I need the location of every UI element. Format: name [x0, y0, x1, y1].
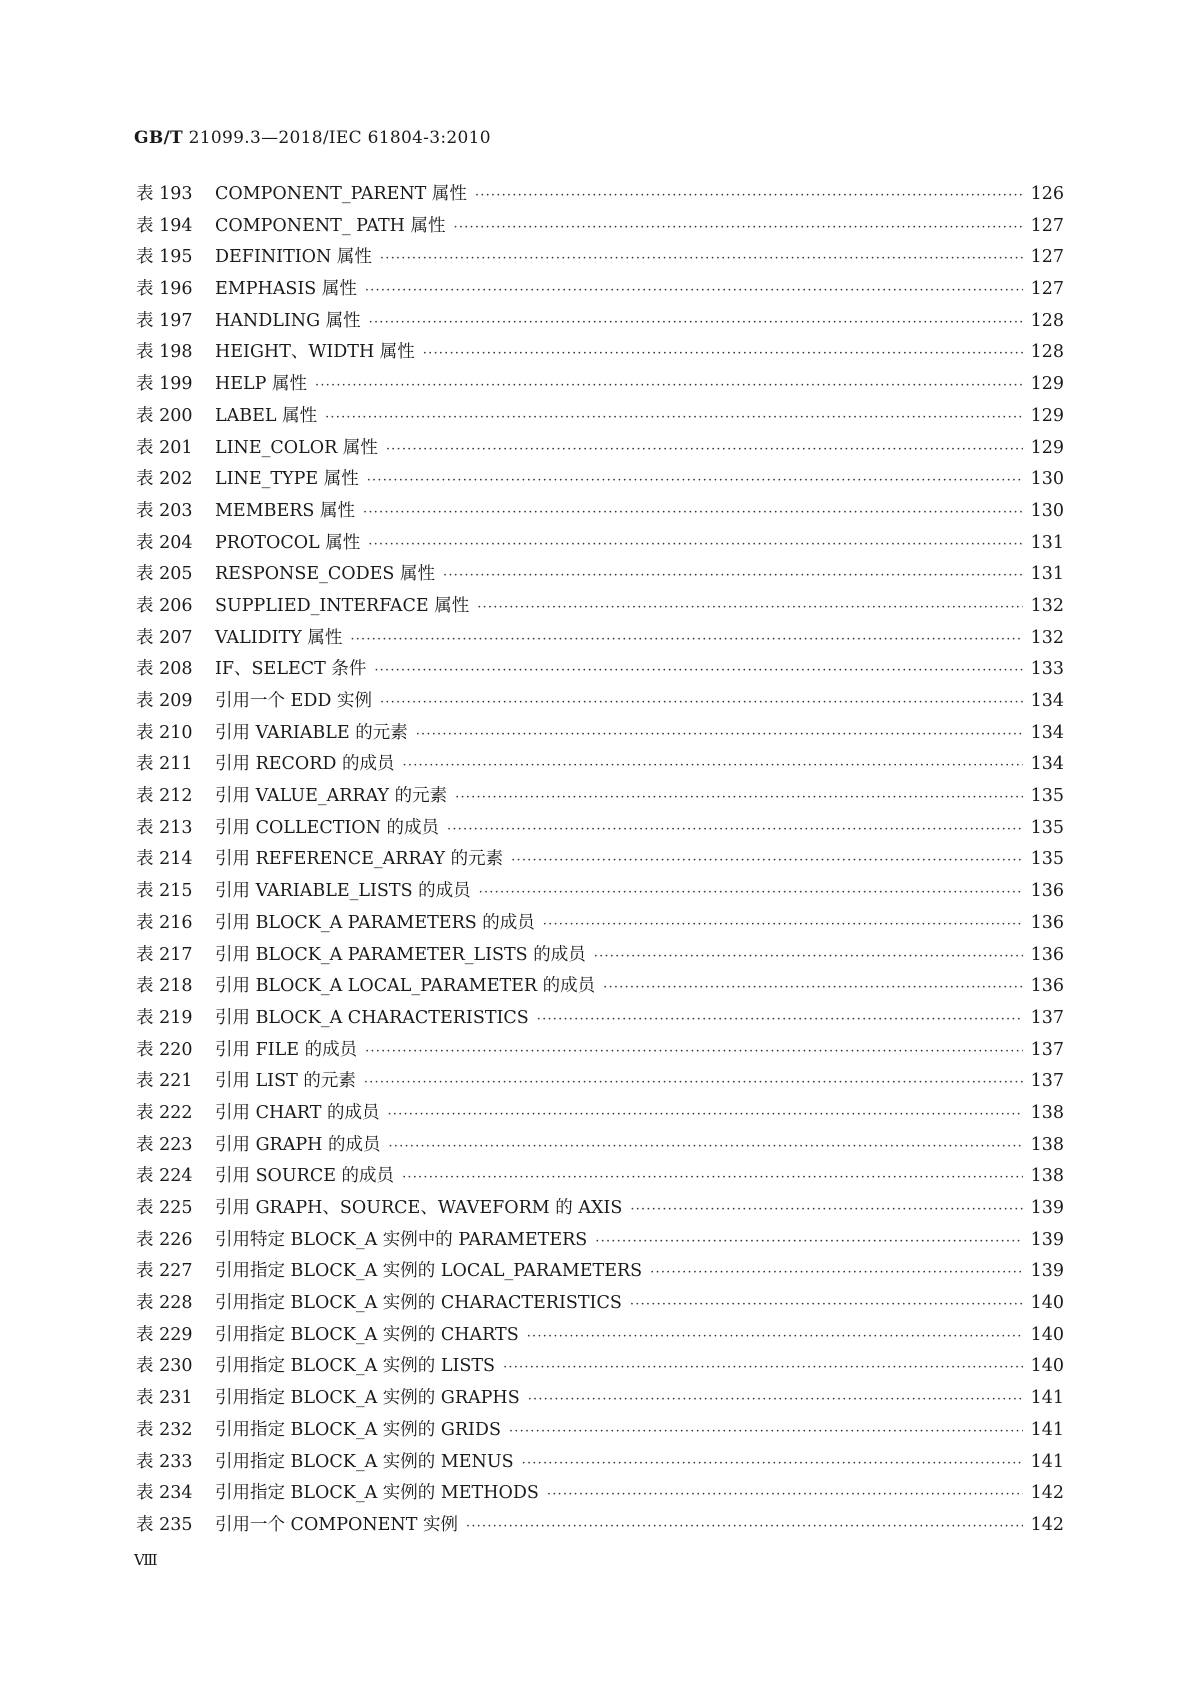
- toc-entry-title: LINE_COLOR 属性: [215, 437, 378, 458]
- toc-entry-page: 131: [1030, 564, 1064, 585]
- toc-dot-leader: [387, 1107, 1022, 1122]
- toc-entry-page: 126: [1030, 184, 1064, 204]
- toc-entry[interactable]: [136, 1289, 1064, 1321]
- toc-entry[interactable]: [136, 1321, 1064, 1353]
- toc-entry-number: 表 201: [136, 437, 193, 458]
- toc-dot-leader: [511, 853, 1022, 868]
- toc-entry[interactable]: [136, 370, 1064, 402]
- toc-entry-number: 表 207: [136, 627, 193, 648]
- toc-dot-leader: [547, 1487, 1023, 1502]
- toc-entry-number: 表 234: [136, 1483, 193, 1504]
- toc-entry-page: 129: [1030, 405, 1064, 426]
- toc-entry[interactable]: [136, 1384, 1064, 1416]
- toc-entry[interactable]: [136, 529, 1064, 561]
- standard-code: GB/T: [134, 128, 183, 148]
- toc-entry-number: 表 213: [136, 817, 193, 838]
- toc-entry-page: 141: [1030, 1451, 1064, 1472]
- toc-entry-number: 表 227: [136, 1261, 193, 1282]
- toc-entry-page: 139: [1030, 1229, 1064, 1250]
- toc-entry[interactable]: [136, 1194, 1064, 1226]
- table-of-contents: [136, 180, 1064, 1543]
- toc-entry[interactable]: [136, 243, 1064, 275]
- toc-entry-number: 表 231: [136, 1388, 193, 1409]
- toc-entry[interactable]: [136, 212, 1064, 244]
- toc-dot-leader: [369, 315, 1023, 330]
- toc-entry-title: 引用指定 BLOCK_A 实例的 CHARACTERISTICS: [215, 1293, 622, 1314]
- toc-dot-leader: [455, 790, 1022, 805]
- toc-entry-page: 133: [1030, 659, 1064, 680]
- toc-entry-number: 表 211: [136, 754, 193, 775]
- toc-entry-title: 引用指定 BLOCK_A 实例的 LISTS: [215, 1356, 496, 1377]
- toc-entry[interactable]: [136, 1416, 1064, 1448]
- toc-entry-number: 表 214: [136, 849, 193, 870]
- toc-entry[interactable]: [136, 275, 1064, 307]
- toc-entry-page: 142: [1030, 1483, 1064, 1504]
- toc-entry-number: 表 228: [136, 1293, 193, 1314]
- toc-entry-number: 表 209: [136, 691, 193, 711]
- toc-entry[interactable]: [136, 687, 1064, 719]
- toc-dot-leader: [443, 568, 1023, 583]
- toc-entry[interactable]: [136, 750, 1064, 782]
- toc-entry-page: 135: [1030, 786, 1064, 807]
- toc-entry-number: 表 221: [136, 1071, 193, 1092]
- toc-entry[interactable]: [136, 1448, 1064, 1480]
- toc-dot-leader: [509, 1424, 1023, 1439]
- toc-entry-page: 127: [1030, 279, 1064, 300]
- toc-entry-title: COMPONENT_ PATH 属性: [215, 215, 446, 236]
- toc-entry-number: 表 232: [136, 1419, 193, 1440]
- toc-entry-title: DEFINITION 属性: [215, 247, 372, 268]
- toc-entry-title: 引用一个 EDD 实例: [215, 691, 372, 711]
- toc-entry-number: 表 210: [136, 722, 193, 743]
- toc-entry-number: 表 195: [136, 247, 193, 268]
- toc-entry-page: 138: [1030, 1102, 1064, 1123]
- toc-entry[interactable]: [136, 909, 1064, 941]
- toc-entry-page: 138: [1030, 1166, 1064, 1187]
- toc-entry-title: 引用 RECORD 的成员: [215, 754, 395, 775]
- toc-dot-leader: [650, 1265, 1022, 1280]
- toc-entry-page: 127: [1030, 247, 1064, 268]
- toc-dot-leader: [368, 537, 1022, 552]
- toc-entry[interactable]: [136, 719, 1064, 751]
- toc-dot-leader: [527, 1329, 1023, 1344]
- toc-entry-number: 表 203: [136, 500, 193, 521]
- toc-entry-number: 表 219: [136, 1007, 193, 1028]
- toc-entry-title: 引用 REFERENCE_ARRAY 的元素: [215, 849, 504, 870]
- toc-entry-title: 引用 BLOCK_A PARAMETER_LISTS 的成员: [215, 944, 586, 965]
- toc-entry-title: COMPONENT_PARENT 属性: [215, 184, 467, 204]
- toc-entry-title: IF、SELECT 条件: [215, 659, 367, 680]
- toc-dot-leader: [630, 1202, 1022, 1217]
- toc-dot-leader: [365, 1044, 1023, 1059]
- toc-entry-title: 引用 FILE 的成员: [215, 1039, 358, 1060]
- toc-entry[interactable]: [136, 1067, 1064, 1099]
- toc-entry-title: 引用一个 COMPONENT 实例: [215, 1514, 458, 1535]
- toc-entry-title: 引用特定 BLOCK_A 实例中的 PARAMETERS: [215, 1229, 588, 1250]
- toc-entry-title: 引用 VARIABLE 的元素: [215, 722, 408, 743]
- toc-entry-title: LINE_TYPE 属性: [215, 469, 359, 490]
- toc-entry-page: 137: [1030, 1039, 1064, 1060]
- toc-dot-leader: [447, 822, 1023, 837]
- toc-entry-page: 128: [1030, 342, 1064, 363]
- toc-entry-number: 表 208: [136, 659, 193, 680]
- toc-entry-page: 140: [1030, 1293, 1064, 1314]
- toc-entry[interactable]: [136, 624, 1064, 656]
- toc-entry-page: 130: [1030, 500, 1064, 521]
- toc-dot-leader: [380, 695, 1023, 710]
- toc-entry-number: 表 206: [136, 595, 193, 616]
- toc-dot-leader: [315, 378, 1023, 393]
- toc-entry[interactable]: [136, 497, 1064, 529]
- toc-entry-number: 表 212: [136, 786, 193, 807]
- toc-entry-page: 140: [1030, 1324, 1064, 1345]
- toc-entry-title: 引用 COLLECTION 的成员: [215, 817, 440, 838]
- toc-entry-page: 129: [1030, 374, 1064, 395]
- toc-entry[interactable]: [136, 655, 1064, 687]
- toc-dot-leader: [403, 758, 1023, 773]
- toc-entry-number: 表 224: [136, 1166, 193, 1187]
- toc-dot-leader: [454, 220, 1023, 235]
- toc-entry[interactable]: [136, 1004, 1064, 1036]
- toc-entry-title: 引用 LIST 的元素: [215, 1071, 356, 1092]
- toc-entry-page: 135: [1030, 849, 1064, 870]
- toc-dot-leader: [543, 917, 1023, 932]
- toc-entry-title: HEIGHT、WIDTH 属性: [215, 342, 415, 363]
- toc-entry-page: 138: [1030, 1134, 1064, 1155]
- toc-dot-leader: [603, 980, 1022, 995]
- toc-entry-title: 引用 BLOCK_A PARAMETERS 的成员: [215, 912, 535, 933]
- toc-entry[interactable]: [136, 338, 1064, 370]
- toc-entry-page: 136: [1030, 912, 1064, 933]
- toc-entry-page: 139: [1030, 1261, 1064, 1282]
- toc-entry-number: 表 235: [136, 1514, 193, 1535]
- toc-dot-leader: [466, 1519, 1023, 1534]
- toc-entry[interactable]: [136, 1226, 1064, 1258]
- toc-entry-page: 135: [1030, 817, 1064, 838]
- toc-entry-number: 表 217: [136, 944, 193, 965]
- toc-dot-leader: [364, 1075, 1023, 1090]
- toc-dot-leader: [479, 885, 1023, 900]
- toc-entry-title: HELP 属性: [215, 374, 307, 395]
- toc-entry-page: 139: [1030, 1198, 1064, 1218]
- toc-entry[interactable]: [136, 1479, 1064, 1511]
- toc-entry[interactable]: [136, 877, 1064, 909]
- toc-entry-title: 引用 VALUE_ARRAY 的元素: [215, 786, 448, 807]
- toc-entry-page: 129: [1030, 437, 1064, 458]
- toc-entry[interactable]: [136, 592, 1064, 624]
- toc-entry-page: 128: [1030, 310, 1064, 331]
- toc-dot-leader: [528, 1392, 1023, 1407]
- toc-entry-number: 表 215: [136, 881, 193, 902]
- toc-entry-page: 127: [1030, 215, 1064, 236]
- toc-entry-title: SUPPLIED_INTERFACE 属性: [215, 595, 470, 616]
- toc-entry-number: 表 194: [136, 215, 193, 236]
- toc-entry[interactable]: [136, 782, 1064, 814]
- toc-entry-title: 引用指定 BLOCK_A 实例的 GRAPHS: [215, 1388, 520, 1409]
- toc-entry[interactable]: [136, 845, 1064, 877]
- toc-dot-leader: [363, 505, 1023, 520]
- toc-entry-page: 134: [1030, 722, 1064, 743]
- toc-entry-title: PROTOCOL 属性: [215, 532, 361, 553]
- toc-entry-number: 表 233: [136, 1451, 193, 1472]
- toc-entry-number: 表 229: [136, 1324, 193, 1345]
- toc-dot-leader: [325, 410, 1023, 425]
- toc-entry-number: 表 216: [136, 912, 193, 933]
- toc-entry-page: 130: [1030, 469, 1064, 490]
- toc-entry[interactable]: [136, 972, 1064, 1004]
- toc-entry-title: MEMBERS 属性: [215, 500, 355, 521]
- toc-entry-title: 引用 BLOCK_A CHARACTERISTICS: [215, 1007, 529, 1028]
- toc-dot-leader: [630, 1297, 1023, 1312]
- toc-entry-number: 表 204: [136, 532, 193, 553]
- toc-entry[interactable]: [136, 434, 1064, 466]
- page-number: Ⅷ: [134, 1551, 158, 1569]
- toc-entry-title: VALIDITY 属性: [215, 627, 343, 648]
- toc-entry-page: 134: [1030, 691, 1064, 711]
- toc-entry-number: 表 196: [136, 279, 193, 300]
- toc-entry-page: 136: [1030, 944, 1064, 965]
- toc-entry-title: HANDLING 属性: [215, 310, 361, 331]
- toc-entry[interactable]: [136, 1511, 1064, 1543]
- toc-entry-number: 表 222: [136, 1102, 193, 1123]
- toc-dot-leader: [367, 473, 1023, 488]
- toc-entry[interactable]: [136, 1131, 1064, 1163]
- toc-entry-number: 表 198: [136, 342, 193, 363]
- toc-entry-page: 134: [1030, 754, 1064, 775]
- toc-dot-leader: [380, 251, 1023, 266]
- toc-entry-page: 137: [1030, 1007, 1064, 1028]
- toc-dot-leader: [350, 632, 1022, 647]
- toc-dot-leader: [503, 1360, 1023, 1375]
- toc-entry[interactable]: [136, 402, 1064, 434]
- toc-dot-leader: [537, 1012, 1023, 1027]
- toc-entry[interactable]: [136, 180, 1064, 212]
- toc-entry[interactable]: [136, 941, 1064, 973]
- toc-entry-number: 表 225: [136, 1198, 193, 1218]
- toc-entry-number: 表 200: [136, 405, 193, 426]
- toc-dot-leader: [522, 1456, 1023, 1471]
- toc-entry-number: 表 218: [136, 976, 193, 997]
- toc-entry-title: 引用指定 BLOCK_A 实例的 LOCAL_PARAMETERS: [215, 1261, 643, 1282]
- toc-dot-leader: [416, 727, 1023, 742]
- toc-entry[interactable]: [136, 1257, 1064, 1289]
- toc-dot-leader: [423, 346, 1023, 361]
- toc-entry-page: 136: [1030, 976, 1064, 997]
- toc-entry-number: 表 226: [136, 1229, 193, 1250]
- toc-dot-leader: [475, 188, 1023, 203]
- toc-entry-number: 表 223: [136, 1134, 193, 1155]
- toc-entry-title: 引用指定 BLOCK_A 实例的 CHARTS: [215, 1324, 519, 1345]
- toc-entry[interactable]: [136, 1036, 1064, 1068]
- toc-entry-title: 引用指定 BLOCK_A 实例的 METHODS: [215, 1483, 539, 1504]
- toc-entry-page: 136: [1030, 881, 1064, 902]
- toc-entry[interactable]: [136, 1099, 1064, 1131]
- toc-entry-title: 引用指定 BLOCK_A 实例的 GRIDS: [215, 1419, 501, 1440]
- toc-entry-number: 表 199: [136, 374, 193, 395]
- toc-dot-leader: [477, 600, 1022, 615]
- toc-entry-title: LABEL 属性: [215, 405, 318, 426]
- toc-entry-page: 141: [1030, 1419, 1064, 1440]
- toc-entry-number: 表 197: [136, 310, 193, 331]
- toc-entry-page: 132: [1030, 595, 1064, 616]
- toc-entry[interactable]: [136, 307, 1064, 339]
- toc-entry[interactable]: [136, 560, 1064, 592]
- toc-entry-title: 引用 SOURCE 的成员: [215, 1166, 395, 1187]
- toc-entry-page: 141: [1030, 1388, 1064, 1409]
- toc-dot-leader: [386, 442, 1023, 457]
- toc-entry-number: 表 193: [136, 184, 193, 204]
- toc-entry-number: 表 202: [136, 469, 193, 490]
- toc-dot-leader: [402, 1170, 1023, 1185]
- standard-number: 21099.3—2018/IEC 61804-3:2010: [188, 128, 491, 148]
- toc-entry[interactable]: [136, 465, 1064, 497]
- toc-entry-number: 表 220: [136, 1039, 193, 1060]
- toc-entry-title: 引用 CHART 的成员: [215, 1102, 380, 1123]
- toc-entry[interactable]: [136, 1352, 1064, 1384]
- toc-entry-page: 132: [1030, 627, 1064, 648]
- toc-entry-title: 引用 GRAPH、SOURCE、WAVEFORM 的 AXIS: [215, 1198, 623, 1218]
- toc-dot-leader: [594, 949, 1023, 964]
- toc-entry-number: 表 230: [136, 1356, 193, 1377]
- toc-entry[interactable]: [136, 1162, 1064, 1194]
- toc-entry-title: RESPONSE_CODES 属性: [215, 564, 435, 585]
- toc-entry-title: 引用 GRAPH 的成员: [215, 1134, 381, 1155]
- toc-entry-title: 引用指定 BLOCK_A 实例的 MENUS: [215, 1451, 514, 1472]
- toc-entry-page: 140: [1030, 1356, 1064, 1377]
- toc-dot-leader: [595, 1234, 1022, 1249]
- toc-dot-leader: [374, 663, 1022, 678]
- document-header: [134, 128, 491, 148]
- toc-entry-title: EMPHASIS 属性: [215, 279, 357, 300]
- toc-entry[interactable]: [136, 814, 1064, 846]
- toc-entry-title: 引用 VARIABLE_LISTS 的成员: [215, 881, 471, 902]
- toc-entry-title: 引用 BLOCK_A LOCAL_PARAMETER 的成员: [215, 976, 596, 997]
- toc-entry-page: 142: [1030, 1514, 1064, 1535]
- toc-entry-page: 131: [1030, 532, 1064, 553]
- toc-dot-leader: [365, 283, 1023, 298]
- toc-entry-number: 表 205: [136, 564, 193, 585]
- toc-entry-page: 137: [1030, 1071, 1064, 1092]
- toc-dot-leader: [388, 1139, 1022, 1154]
